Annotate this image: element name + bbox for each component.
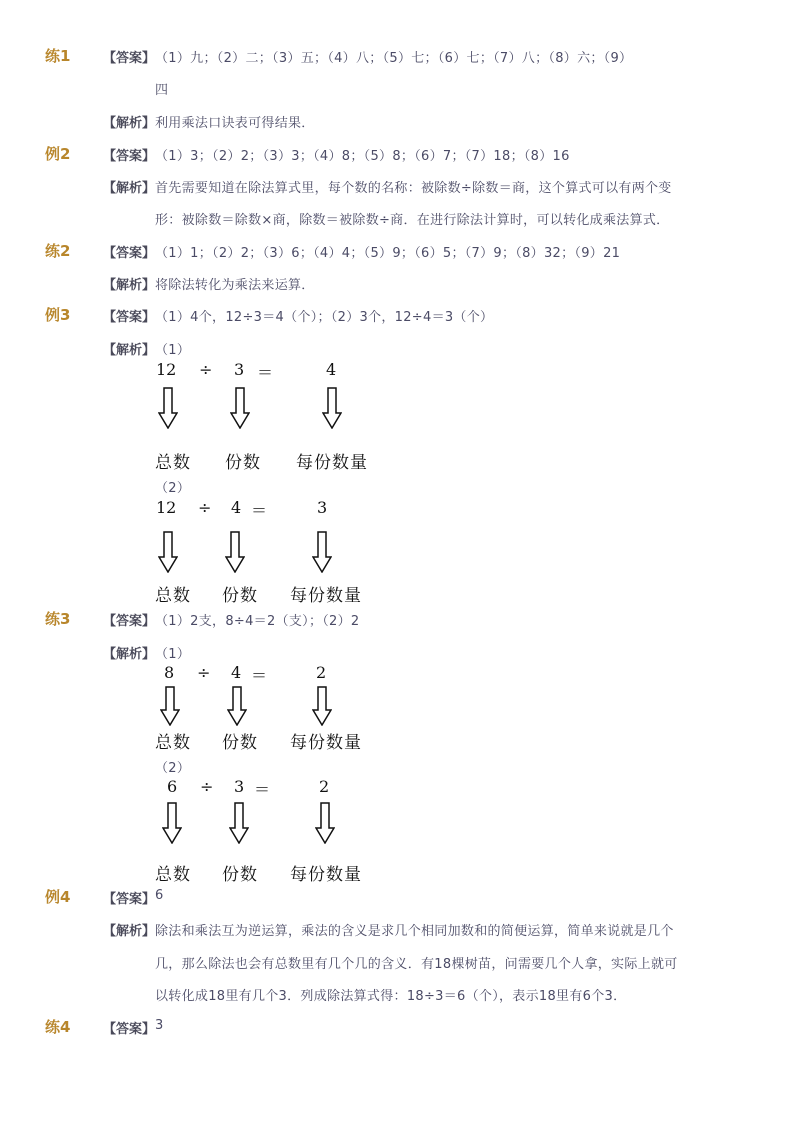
lian4-answer: 3 xyxy=(155,1018,164,1033)
label-li3: 例3 xyxy=(45,306,71,324)
li2-answer: （1）3；（2）2；（3）3；（4）8；（5）8；（6）7；（7）18；（8）16 xyxy=(155,149,570,164)
answer-tag: 【答案】 xyxy=(103,892,156,907)
lian3-word-total: 总数 xyxy=(155,865,191,885)
lian2-analysis: 将除法转化为乘法来运算． xyxy=(155,278,315,293)
answer-tag: 【答案】 xyxy=(103,149,156,164)
lian3-word-total: 总数 xyxy=(155,733,191,753)
answer-tag: 【答案】 xyxy=(103,1022,156,1037)
answer-tag: 【答案】 xyxy=(103,51,156,66)
li3-word-parts: 份数 xyxy=(225,453,261,473)
li3-part1-label: （1） xyxy=(155,343,191,358)
li4-analysis-line1: 除法和乘法互为逆运算，乘法的含义是求几个相同加数和的简便运算，简单来说就是几个 xyxy=(155,924,674,939)
li3-eq1-equals: ＝ xyxy=(257,363,274,382)
lian2-answer: （1）1；（2）2；（3）6；（4）4；（5）9；（6）5；（7）9；（8）32；（9）21 xyxy=(155,246,621,261)
down-arrow-icon xyxy=(158,531,178,573)
analysis-tag: 【解析】 xyxy=(103,647,156,662)
lian3-eq2-equals: ＝ xyxy=(254,780,271,799)
down-arrow-icon xyxy=(162,802,182,844)
label-lian4: 练4 xyxy=(45,1018,71,1036)
down-arrow-icon xyxy=(312,531,332,573)
down-arrow-icon xyxy=(160,686,180,726)
lian3-eq2-divisor: 3 xyxy=(234,777,245,796)
li3-eq1-quotient: 4 xyxy=(326,360,337,379)
lian3-word-each: 每份数量 xyxy=(290,733,362,753)
lian3-eq2-dividend: 6 xyxy=(167,777,178,796)
lian3-part2-label: （2） xyxy=(155,761,191,776)
lian3-eq1-dividend: 8 xyxy=(164,663,175,682)
li3-word-each: 每份数量 xyxy=(290,586,362,606)
li3-word-total: 总数 xyxy=(155,453,191,473)
li3-eq1-divide-sign: ÷ xyxy=(199,360,213,379)
down-arrow-icon xyxy=(229,802,249,844)
li2-analysis-line2: 形：被除数＝除数×商，除数＝被除数÷商．在进行除法计算时，可以转化成乘法算式． xyxy=(155,213,670,228)
li3-word-parts: 份数 xyxy=(222,586,258,606)
li2-analysis-line1: 首先需要知道在除法算式里，每个数的名称：被除数÷除数＝商，这个算式可以有两个变 xyxy=(155,181,672,196)
analysis-tag: 【解析】 xyxy=(103,278,156,293)
down-arrow-icon xyxy=(227,686,247,726)
lian1-answer-line2: 四 xyxy=(155,83,169,98)
lian3-eq1-equals: ＝ xyxy=(251,666,268,685)
lian3-eq2-quotient: 2 xyxy=(319,777,330,796)
li3-answer: （1）4个，12÷3＝4（个）；（2）3个，12÷4＝3（个） xyxy=(155,310,494,325)
li3-word-total: 总数 xyxy=(155,586,191,606)
lian3-part1-label: （1） xyxy=(155,647,191,662)
lian3-eq1-divide-sign: ÷ xyxy=(197,663,211,682)
li3-eq2-dividend: 12 xyxy=(156,498,177,517)
li3-eq1-dividend: 12 xyxy=(156,360,177,379)
down-arrow-icon xyxy=(230,387,250,429)
answer-tag: 【答案】 xyxy=(103,310,156,325)
label-lian1: 练1 xyxy=(45,47,71,65)
label-lian2: 练2 xyxy=(45,242,71,260)
li3-eq2-quotient: 3 xyxy=(317,498,328,517)
lian3-eq1-quotient: 2 xyxy=(316,663,327,682)
li3-eq2-divide-sign: ÷ xyxy=(198,498,212,517)
li3-eq2-equals: ＝ xyxy=(251,501,268,520)
lian3-eq1-divisor: 4 xyxy=(231,663,242,682)
lian3-answer: （1）2支，8÷4＝2（支）；（2）2 xyxy=(155,614,360,629)
li4-analysis-line3: 以转化成18里有几个3．列成除法算式得：18÷3＝6（个），表示18里有6个3． xyxy=(155,989,627,1004)
lian1-answer-line1: （1）九；（2）二；（3）五；（4）八；（5）七；（6）七；（7）八；（8）六；（9） xyxy=(155,51,633,66)
li3-eq2-divisor: 4 xyxy=(231,498,242,517)
label-li2: 例2 xyxy=(45,145,71,163)
label-lian3: 练3 xyxy=(45,610,71,628)
analysis-tag: 【解析】 xyxy=(103,181,156,196)
lian3-word-each: 每份数量 xyxy=(290,865,362,885)
down-arrow-icon xyxy=(315,802,335,844)
li3-word-each: 每份数量 xyxy=(296,453,368,473)
li3-part2-label: （2） xyxy=(155,481,191,496)
answer-tag: 【答案】 xyxy=(103,246,156,261)
lian1-analysis: 利用乘法口诀表可得结果． xyxy=(155,116,315,131)
lian3-word-parts: 份数 xyxy=(222,733,258,753)
down-arrow-icon xyxy=(322,387,342,429)
down-arrow-icon xyxy=(158,387,178,429)
lian3-eq2-divide-sign: ÷ xyxy=(200,777,214,796)
li3-eq1-divisor: 3 xyxy=(234,360,245,379)
li4-answer: 6 xyxy=(155,888,164,903)
lian3-word-parts: 份数 xyxy=(222,865,258,885)
li4-analysis-line2: 几，那么除法也会有总数里有几个几的含义．有18棵树苗，问需要几个人拿，实际上就可 xyxy=(155,957,678,972)
analysis-tag: 【解析】 xyxy=(103,116,156,131)
label-li4: 例4 xyxy=(45,888,71,906)
down-arrow-icon xyxy=(312,686,332,726)
down-arrow-icon xyxy=(225,531,245,573)
analysis-tag: 【解析】 xyxy=(103,924,156,939)
answer-tag: 【答案】 xyxy=(103,614,156,629)
analysis-tag: 【解析】 xyxy=(103,343,156,358)
